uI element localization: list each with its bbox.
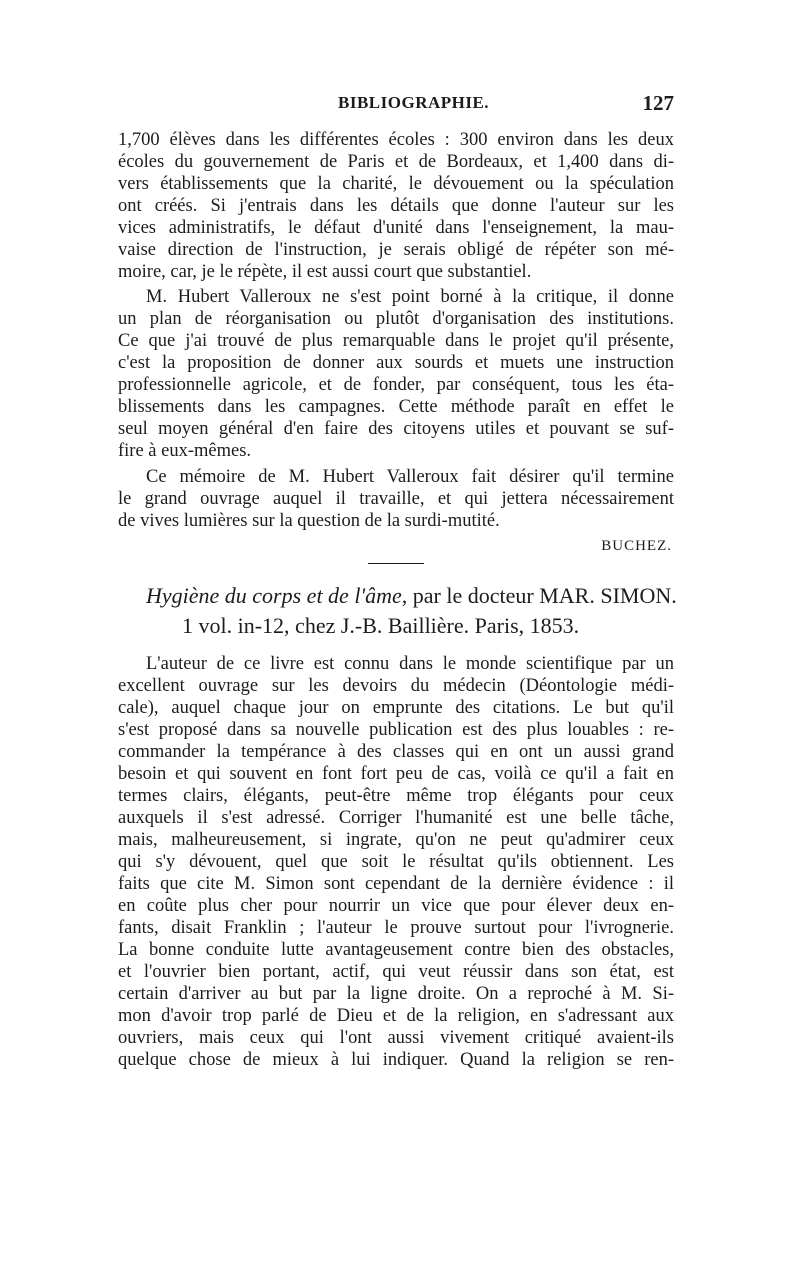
paragraph-line: moire, car, je le répète, il est aussi court que substantiel. <box>118 262 532 282</box>
paragraph-line: un plan de réorganisation ou plutôt d'organisation des institutions. <box>118 309 674 329</box>
book-author: par le docteur MAR. SIMON. <box>407 583 677 608</box>
paragraph-line: auxquels il s'est adressé. Corriger l'humanité est une belle tâche, <box>118 808 674 828</box>
paragraph-line: La bonne conduite lutte avantageusement contre bien des obstacles, <box>118 940 674 960</box>
page-number: 127 <box>642 91 674 115</box>
paragraph-line: excellent ouvrage sur les devoirs du médecin (Déontologie médi- <box>118 676 674 696</box>
paragraph-line: s'est proposé dans sa nouvelle publication est des plus louables : re- <box>118 720 674 740</box>
paragraph-line: vaise direction de l'instruction, je serais obligé de répéter son mé- <box>118 240 674 260</box>
paragraph-line: vers établissements que la charité, le dévouement ou la spéculation <box>118 174 674 194</box>
running-head <box>118 93 674 117</box>
paragraph-line: commander la tempérance à des classes qui en ont un aussi grand <box>118 742 674 762</box>
paragraph-line: en coûte plus cher pour nourrir un vice que pour élever deux en- <box>118 896 674 916</box>
paragraph-line: écoles du gouvernement de Paris et de Bordeaux, et 1,400 dans di- <box>118 152 674 172</box>
paragraph-line: ouvriers, mais ceux qui l'ont aussi vivement critiqué avaient-ils <box>118 1028 674 1048</box>
paragraph-line: fire à eux-mêmes. <box>118 441 252 461</box>
paragraph-line: blissements dans les campagnes. Cette méthode paraît en effet le <box>118 397 674 417</box>
paragraph-line: qui s'y dévouent, quel que soit le résultat qu'ils obtiennent. Les <box>118 852 674 872</box>
paragraph-line: de vives lumières sur la question de la surdi-mutité. <box>118 511 500 531</box>
paragraph-line: le grand ouvrage auquel il travaille, et qui jettera nécessairement <box>118 489 674 509</box>
paragraph-line: M. Hubert Valleroux ne s'est point borné à la critique, il donne <box>146 287 674 307</box>
paragraph-line: mais, malheureusement, si ingrate, qu'on ne peut qu'admirer ceux <box>118 830 674 850</box>
paragraph-line: seul moyen général d'en faire des citoyens utiles et pouvant se suf- <box>118 419 674 439</box>
paragraph-line: Ce que j'ai trouvé de plus remarquable dans le projet qu'il présente, <box>118 331 674 351</box>
paragraph-line: et l'ouvrier bien portant, actif, qui veut réussir dans son état, est <box>118 962 674 982</box>
paragraph-line: termes clairs, élégants, peut-être même trop élégants pour ceux <box>118 786 674 806</box>
running-title: BIBLIOGRAPHIE. <box>338 93 490 112</box>
paragraph-line: L'auteur de ce livre est connu dans le monde scientifique par un <box>146 654 674 674</box>
book-publication: 1 vol. in-12, chez J.-B. Baillière. Paris, 1853. <box>182 613 580 638</box>
paragraph-line: c'est la proposition de donner aux sourds et muets une instruction <box>118 353 674 373</box>
section-divider <box>368 563 424 564</box>
paragraph-line: fants, disait Franklin ; l'auteur le prouve surtout pour l'ivrognerie. <box>118 918 674 938</box>
paragraph-line: cale), auquel chaque jour on emprunte des citations. Le but qu'il <box>118 698 674 718</box>
paragraph-line: besoin et qui souvent en font fort peu de cas, voilà ce qu'il a fait en <box>118 764 674 784</box>
paragraph-line: 1,700 élèves dans les différentes écoles : 300 environ dans les deux <box>118 130 674 150</box>
paragraph-line: vices administratifs, le défaut d'unité dans l'enseignement, la mau- <box>118 218 674 238</box>
paragraph-line: Ce mémoire de M. Hubert Valleroux fait désirer qu'il termine <box>146 467 674 487</box>
review-title <box>146 583 677 609</box>
paragraph-line: professionnelle agricole, et de fonder, par conséquent, tous les éta- <box>118 375 674 395</box>
author-signature: BUCHEZ. <box>601 538 672 554</box>
paragraph-line: ont créés. Si j'entrais dans les détails que donne l'auteur sur les <box>118 196 674 216</box>
paragraph-line: certain d'arriver au but par la ligne droite. On a reproché à M. Si- <box>118 984 674 1004</box>
book-title: Hygiène du corps et de l'âme, <box>146 583 408 608</box>
paragraph-line: faits que cite M. Simon sont cependant de la dernière évidence : il <box>118 874 674 894</box>
paragraph-line: quelque chose de mieux à lui indiquer. Quand la religion se ren- <box>118 1050 674 1070</box>
paragraph-line: mon d'avoir trop parlé de Dieu et de la religion, en s'adressant aux <box>118 1006 674 1026</box>
